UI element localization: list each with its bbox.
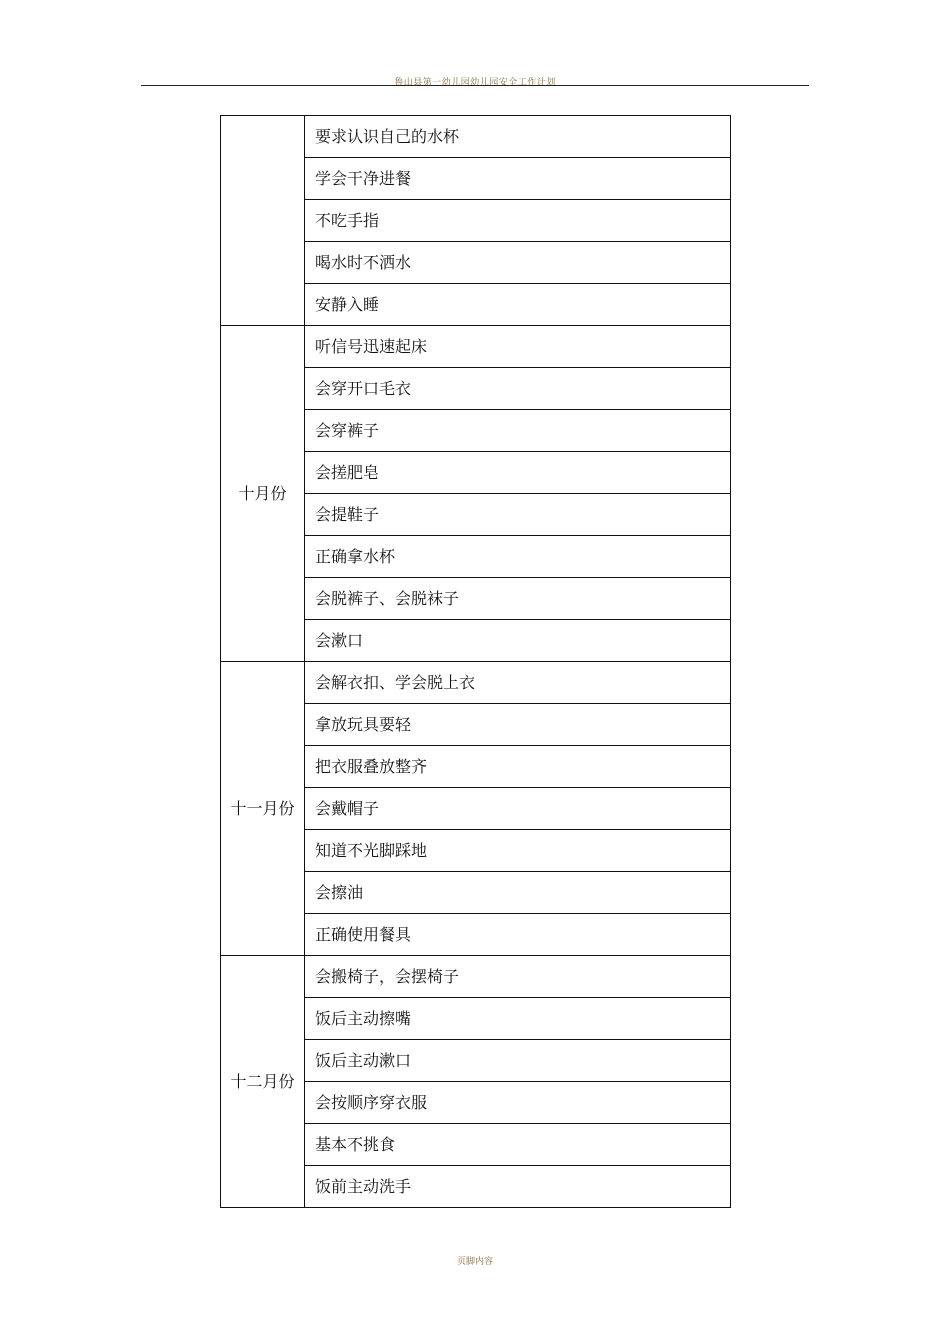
table-cell-item: 知道不光脚踩地 — [305, 830, 731, 872]
table-cell-item: 安静入睡 — [305, 284, 731, 326]
table-cell-item: 会穿裤子 — [305, 410, 731, 452]
table-row — [221, 662, 731, 704]
table-cell-item: 饭后主动擦嘴 — [305, 998, 731, 1040]
table-cell-item: 会按顺序穿衣服 — [305, 1082, 731, 1124]
table-cell-item: 会擦油 — [305, 872, 731, 914]
table-row — [221, 326, 731, 368]
table-cell-item: 会搬椅子，会摆椅子 — [305, 956, 731, 998]
table-cell-item: 饭后主动漱口 — [305, 1040, 731, 1082]
table-cell-item: 要求认识自己的水杯 — [305, 116, 731, 158]
table-cell-item: 喝水时不洒水 — [305, 242, 731, 284]
month-cell: 十月份 — [221, 326, 305, 662]
table-cell-item: 会提鞋子 — [305, 494, 731, 536]
table-cell-item: 不吃手指 — [305, 200, 731, 242]
table-row — [221, 956, 731, 998]
table-cell-item: 会漱口 — [305, 620, 731, 662]
page-header-title: 鲁山县第一幼儿园幼儿园安全工作计划 — [394, 78, 556, 88]
table-cell-item: 会脱裤子、会脱袜子 — [305, 578, 731, 620]
table-cell-item: 听信号迅速起床 — [305, 326, 731, 368]
table-cell-item: 饭前主动洗手 — [305, 1166, 731, 1208]
month-cell — [221, 116, 305, 326]
table-cell-item: 会穿开口毛衣 — [305, 368, 731, 410]
month-cell: 十一月份 — [221, 662, 305, 956]
table-cell-item: 正确拿水杯 — [305, 536, 731, 578]
table-cell-item: 基本不挑食 — [305, 1124, 731, 1166]
table-cell-item: 学会干净进餐 — [305, 158, 731, 200]
table-cell-item: 正确使用餐具 — [305, 914, 731, 956]
page-footer: 页脚内容 — [456, 1257, 493, 1267]
table-cell-item: 会解衣扣、学会脱上衣 — [305, 662, 731, 704]
table-row — [221, 116, 731, 158]
table-cell-item: 会戴帽子 — [305, 788, 731, 830]
month-cell: 十二月份 — [221, 956, 305, 1208]
table-cell-item: 把衣服叠放整齐 — [305, 746, 731, 788]
monthly-plan-table — [220, 115, 731, 1208]
header-divider — [141, 85, 809, 86]
table-cell-item: 会搓肥皂 — [305, 452, 731, 494]
table-cell-item: 拿放玩具要轻 — [305, 704, 731, 746]
